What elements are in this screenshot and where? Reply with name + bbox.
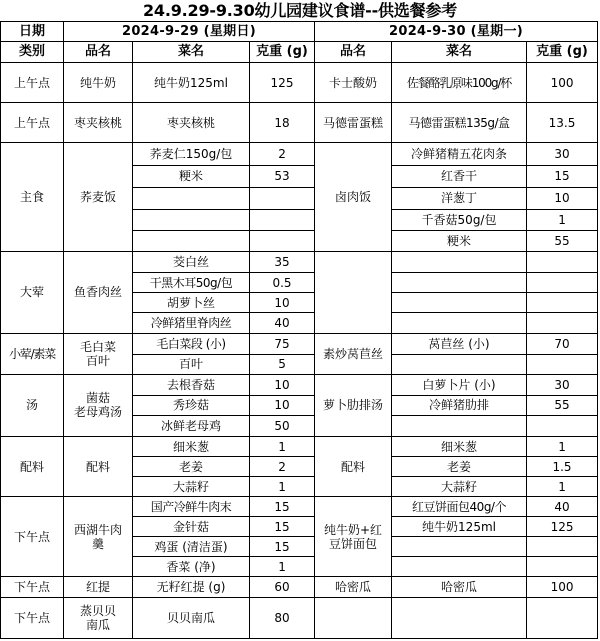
category-cell: 汤 bbox=[1, 374, 64, 436]
weight-cell-day2: 1 bbox=[527, 437, 598, 457]
weight-cell-day2: 30 bbox=[527, 143, 598, 165]
menu-row bbox=[1, 103, 598, 143]
menu-row bbox=[1, 437, 598, 457]
weight-cell-day2 bbox=[527, 313, 598, 333]
header-category: 类别 bbox=[1, 42, 64, 63]
dish-cell-day1: 贝贝南瓜 bbox=[133, 597, 250, 638]
dish-cell-day2: 冷鲜猪精五花肉条 bbox=[392, 143, 527, 165]
dish-cell-day1: 枣夹核桃 bbox=[133, 103, 250, 143]
dish-cell-day2: 哈密瓜 bbox=[392, 577, 527, 597]
dish-cell-day2 bbox=[392, 537, 527, 557]
weight-cell-day1: 2 bbox=[250, 457, 315, 477]
category-cell: 下午点 bbox=[1, 497, 64, 577]
date-label: 日期 bbox=[1, 22, 64, 42]
dish-cell-day2: 马德雷蛋糕135g/盒 bbox=[392, 103, 527, 143]
weight-cell-day2 bbox=[527, 597, 598, 638]
weight-cell-day1: 15 bbox=[250, 537, 315, 557]
weight-cell-day1: 15 bbox=[250, 497, 315, 517]
weight-cell-day2 bbox=[527, 354, 598, 374]
date-day2: 2024-9-30 (星期一) bbox=[315, 22, 598, 42]
dish-cell-day2: 细米葱 bbox=[392, 437, 527, 457]
weight-cell-day1: 40 bbox=[250, 313, 315, 333]
weight-cell-day2 bbox=[527, 537, 598, 557]
dish-cell-day1: 荞麦仁150g/包 bbox=[133, 143, 250, 165]
dish-cell-day2: 红香干 bbox=[392, 165, 527, 187]
dish-cell-day1: 冷鲜猪里脊肉丝 bbox=[133, 313, 250, 333]
weight-cell-day1: 10 bbox=[250, 374, 315, 395]
weight-cell-day2: 10 bbox=[527, 187, 598, 209]
weight-cell-day1 bbox=[250, 209, 315, 230]
weight-cell-day2: 1 bbox=[527, 209, 598, 230]
weight-cell-day1: 50 bbox=[250, 415, 315, 436]
weight-cell-day2 bbox=[527, 293, 598, 313]
weight-cell-day1: 75 bbox=[250, 333, 315, 354]
weight-cell-day2 bbox=[527, 415, 598, 436]
dish-cell-day2 bbox=[392, 415, 527, 436]
product-cell-day1: 毛白菜 百叶 bbox=[64, 333, 133, 374]
weight-cell-day2: 1 bbox=[527, 477, 598, 497]
dish-cell-day1: 毛白菜段 (小) bbox=[133, 333, 250, 354]
menu-row bbox=[1, 577, 598, 597]
dish-cell-day2 bbox=[392, 252, 527, 273]
menu-row bbox=[1, 252, 598, 273]
dish-cell-day2: 老姜 bbox=[392, 457, 527, 477]
dish-cell-day1: 无籽红提 (g) bbox=[133, 577, 250, 597]
weight-cell-day1: 1 bbox=[250, 437, 315, 457]
weight-cell-day2: 15 bbox=[527, 165, 598, 187]
dish-cell-day2: 白萝卜片 (小) bbox=[392, 374, 527, 395]
dish-cell-day1: 老姜 bbox=[133, 457, 250, 477]
dish-cell-day2: 千香菇50g/包 bbox=[392, 209, 527, 230]
dish-cell-day2: 洋葱丁 bbox=[392, 187, 527, 209]
product-cell-day2: 萝卜肋排汤 bbox=[315, 374, 392, 436]
dish-cell-day1: 茭白丝 bbox=[133, 252, 250, 273]
date-row bbox=[1, 22, 598, 42]
dish-cell-day2: 冷鲜猪肋排 bbox=[392, 395, 527, 415]
product-cell-day2: 马德雷蛋糕 bbox=[315, 103, 392, 143]
dish-cell-day2 bbox=[392, 354, 527, 374]
product-cell-day2: 卡士酸奶 bbox=[315, 63, 392, 103]
category-cell: 下午点 bbox=[1, 577, 64, 597]
product-cell-day1: 西湖牛肉 羹 bbox=[64, 497, 133, 577]
weight-cell-day2: 1.5 bbox=[527, 457, 598, 477]
product-cell-day1: 配料 bbox=[64, 437, 133, 497]
dish-cell-day1 bbox=[133, 209, 250, 230]
weight-cell-day1: 2 bbox=[250, 143, 315, 165]
product-cell-day2 bbox=[315, 597, 392, 638]
header-dish-day1: 菜名 bbox=[133, 42, 250, 63]
product-cell-day1: 蒸贝贝 南瓜 bbox=[64, 597, 133, 638]
weight-cell-day2 bbox=[527, 252, 598, 273]
weight-cell-day2: 125 bbox=[527, 517, 598, 537]
dish-cell-day1: 胡萝卜丝 bbox=[133, 293, 250, 313]
weight-cell-day1: 5 bbox=[250, 354, 315, 374]
dish-cell-day1: 秀珍菇 bbox=[133, 395, 250, 415]
weight-cell-day2: 55 bbox=[527, 395, 598, 415]
product-cell-day1: 荞麦饭 bbox=[64, 143, 133, 252]
dish-cell-day1: 纯牛奶125ml bbox=[133, 63, 250, 103]
weight-cell-day1: 125 bbox=[250, 63, 315, 103]
dish-cell-day2 bbox=[392, 313, 527, 333]
weight-cell-day1: 1 bbox=[250, 557, 315, 577]
dish-cell-day1: 去根香菇 bbox=[133, 374, 250, 395]
date-day1: 2024-9-29 (星期日) bbox=[64, 22, 315, 42]
dish-cell-day2: 莴苣丝 (小) bbox=[392, 333, 527, 354]
product-cell-day1: 纯牛奶 bbox=[64, 63, 133, 103]
category-cell: 小荤/素菜 bbox=[1, 333, 64, 374]
header-weight-day1: 克重 (g) bbox=[250, 42, 315, 63]
weight-cell-day2 bbox=[527, 557, 598, 577]
weight-cell-day1: 35 bbox=[250, 252, 315, 273]
dish-cell-day2: 纯牛奶125ml bbox=[392, 517, 527, 537]
product-cell-day2: 哈密瓜 bbox=[315, 577, 392, 597]
category-cell: 大荤 bbox=[1, 252, 64, 333]
product-cell-day1: 红提 bbox=[64, 577, 133, 597]
dish-cell-day1: 国产冷鲜牛肉末 bbox=[133, 497, 250, 517]
product-cell-day2: 卤肉饭 bbox=[315, 143, 392, 252]
dish-cell-day1: 细米葱 bbox=[133, 437, 250, 457]
category-cell: 上午点 bbox=[1, 103, 64, 143]
dish-cell-day1: 百叶 bbox=[133, 354, 250, 374]
dish-cell-day1: 冰鲜老母鸡 bbox=[133, 415, 250, 436]
weight-cell-day1: 53 bbox=[250, 165, 315, 187]
category-cell: 配料 bbox=[1, 437, 64, 497]
weight-cell-day1: 15 bbox=[250, 517, 315, 537]
weight-cell-day1: 60 bbox=[250, 577, 315, 597]
dish-cell-day1: 干黑木耳50g/包 bbox=[133, 273, 250, 293]
dish-cell-day2: 大蒜籽 bbox=[392, 477, 527, 497]
menu-row bbox=[1, 333, 598, 354]
dish-cell-day1: 大蒜籽 bbox=[133, 477, 250, 497]
weight-cell-day1 bbox=[250, 231, 315, 252]
dish-cell-day1 bbox=[133, 187, 250, 209]
weight-cell-day1: 10 bbox=[250, 395, 315, 415]
menu-row bbox=[1, 63, 598, 103]
dish-cell-day2 bbox=[392, 597, 527, 638]
category-cell: 下午点 bbox=[1, 597, 64, 638]
menu-row bbox=[1, 374, 598, 395]
dish-cell-day2: 佐餐酪乳原味100g/杯 bbox=[392, 63, 527, 103]
product-cell-day2 bbox=[315, 252, 392, 333]
menu-row bbox=[1, 143, 598, 165]
weight-cell-day1: 80 bbox=[250, 597, 315, 638]
dish-cell-day2: 粳米 bbox=[392, 231, 527, 252]
menu-row bbox=[1, 497, 598, 517]
weight-cell-day1: 1 bbox=[250, 477, 315, 497]
weight-cell-day2: 100 bbox=[527, 577, 598, 597]
product-cell-day2: 配料 bbox=[315, 437, 392, 497]
header-dish-day2: 菜名 bbox=[392, 42, 527, 63]
weight-cell-day2: 13.5 bbox=[527, 103, 598, 143]
dish-cell-day1: 粳米 bbox=[133, 165, 250, 187]
dish-cell-day2 bbox=[392, 293, 527, 313]
product-cell-day1: 枣夹核桃 bbox=[64, 103, 133, 143]
weight-cell-day2: 40 bbox=[527, 497, 598, 517]
weight-cell-day1 bbox=[250, 187, 315, 209]
product-cell-day1: 鱼香肉丝 bbox=[64, 252, 133, 333]
menu-table bbox=[0, 21, 598, 639]
dish-cell-day2 bbox=[392, 557, 527, 577]
dish-cell-day1: 金针菇 bbox=[133, 517, 250, 537]
dish-cell-day2: 红豆饼面包40g/个 bbox=[392, 497, 527, 517]
page-title: 24.9.29-9.30幼儿园建议食谱--供选餐参考 bbox=[142, 1, 458, 20]
weight-cell-day2: 100 bbox=[527, 63, 598, 103]
weight-cell-day2: 70 bbox=[527, 333, 598, 354]
weight-cell-day1: 10 bbox=[250, 293, 315, 313]
dish-cell-day2 bbox=[392, 273, 527, 293]
weight-cell-day2: 30 bbox=[527, 374, 598, 395]
dish-cell-day1: 香菜 (净) bbox=[133, 557, 250, 577]
product-cell-day2: 纯牛奶+红 豆饼面包 bbox=[315, 497, 392, 577]
product-cell-day1: 菌菇 老母鸡汤 bbox=[64, 374, 133, 436]
dish-cell-day1: 鸡蛋 (清洁蛋) bbox=[133, 537, 250, 557]
header-weight-day2: 克重 (g) bbox=[527, 42, 598, 63]
category-cell: 主食 bbox=[1, 143, 64, 252]
product-cell-day2: 素炒莴苣丝 bbox=[315, 333, 392, 374]
column-header-row bbox=[1, 42, 598, 63]
category-cell: 上午点 bbox=[1, 63, 64, 103]
weight-cell-day1: 18 bbox=[250, 103, 315, 143]
header-product-day2: 品名 bbox=[315, 42, 392, 63]
header-product-day1: 品名 bbox=[64, 42, 133, 63]
weight-cell-day2 bbox=[527, 273, 598, 293]
dish-cell-day1 bbox=[133, 231, 250, 252]
menu-row bbox=[1, 597, 598, 638]
weight-cell-day2: 55 bbox=[527, 231, 598, 252]
weight-cell-day1: 0.5 bbox=[250, 273, 315, 293]
